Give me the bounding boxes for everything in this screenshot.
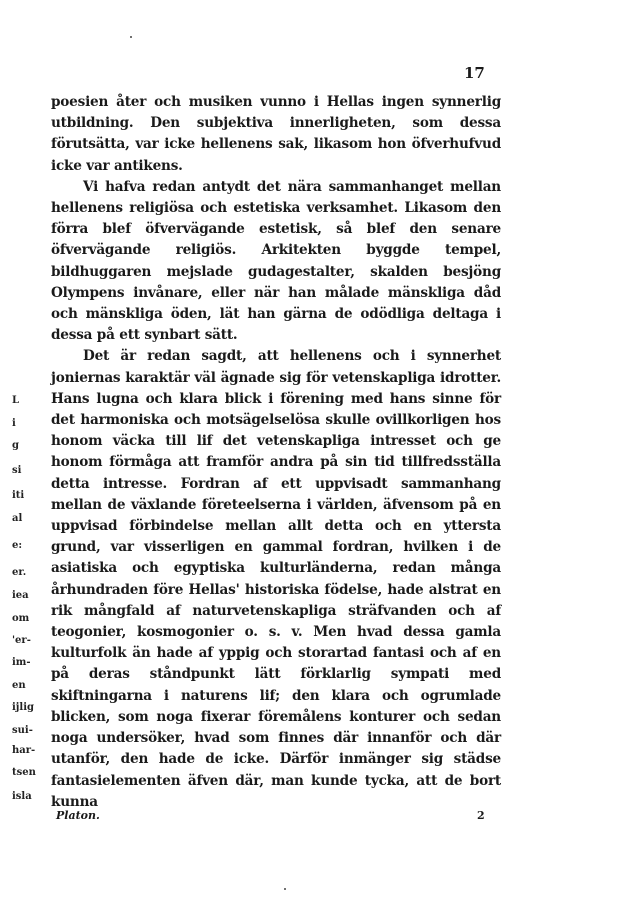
paragraph: Vi hafva redan antydt det nära sammanhanget mellan hellenens religiösa och estetiska verksamhet. Likasom den förra blef öfvervägande estetisk, så blef den senare öfvervägande religiös. Arkitekten byggde tempel, bildhuggaren mejslade gudagestalter, skalden besjöng Olympens invånare, eller när han målade mänskliga dåd och mänskliga öden, lät han gärna de odödliga deltaga i dessa på ett synbart sätt.	[51, 178, 501, 344]
margin-mark: i	[12, 418, 16, 429]
speck	[130, 36, 132, 38]
margin-mark: L	[12, 395, 20, 406]
speck	[284, 888, 286, 890]
margin-mark: iea	[12, 590, 29, 601]
margin-mark: iti	[12, 490, 25, 501]
footer-signature: Platon.	[56, 809, 100, 822]
margin-mark: e:	[12, 540, 23, 551]
footer-sheet-number: 2	[477, 809, 485, 822]
paragraph: Det är redan sagdt, att hellenens och i synnerhet joniernas karaktär väl ägnade sig för vetenskapliga idrotter. Hans lugna och klara blick i förening med hans sinne för det harmoniska och motsägelselösa skulle ovillkorligen hos honom väcka till lif det vetenskapliga intresset och ge honom förmåga att framför andra på sin tid tillfredsställa detta intresse. Fordran af ett uppvisadt sammanhang mellan de växlande företeelserna i världen, äfvensom på en uppvisad förbindelse mellan allt detta och en yttersta grund, var visserligen en gammal fordran, hvilken i de asiatiska och egyptiska kulturländerna, redan många århundraden före Hellas' historiska födelse, hade alstrat en rik mångfald af naturvetenskapliga sträfvanden och af teogonier, kosmogonier o. s. v. Men hvad dessa gamla kulturfolk än hade af yppig och storartad fantasi och af en på deras ståndpunkt lätt förklarlig sympati med skiftningarna i naturens lif; den klara och ogrumlade blicken, som noga fixerar föremålens konturer och sedan noga undersöker, hvad som finnes där innanför och där utanför, den hade de icke. Därför inmänger sig städse fantasielementen äfven där, man kunde tycka, att de bort kunna	[51, 348, 501, 810]
margin-mark: isla	[12, 791, 32, 802]
margin-mark: im-	[12, 657, 31, 668]
margin-mark: al	[12, 513, 23, 524]
page-number: 17	[464, 64, 485, 82]
margin-mark: si	[12, 465, 22, 476]
margin-mark: ijlig	[12, 702, 35, 713]
margin-mark: tsen	[12, 767, 36, 778]
paragraph: poesien åter och musiken vunno i Hellas ingen synnerlig utbildning. Den subjektiva innerligheten, som dessa förutsätta, var icke hellenens sak, likasom hon öfverhufvud icke var antikens.	[51, 94, 501, 174]
margin-mark: sui-	[12, 725, 33, 736]
margin-mark: g	[12, 440, 19, 451]
margin-mark: har-	[12, 745, 36, 756]
margin-bleed-through	[2, 345, 42, 815]
margin-mark: om	[12, 613, 30, 624]
margin-mark: er.	[12, 567, 27, 578]
body-text	[51, 92, 501, 813]
margin-mark: 'er-	[12, 635, 31, 646]
margin-mark: en	[12, 680, 26, 691]
